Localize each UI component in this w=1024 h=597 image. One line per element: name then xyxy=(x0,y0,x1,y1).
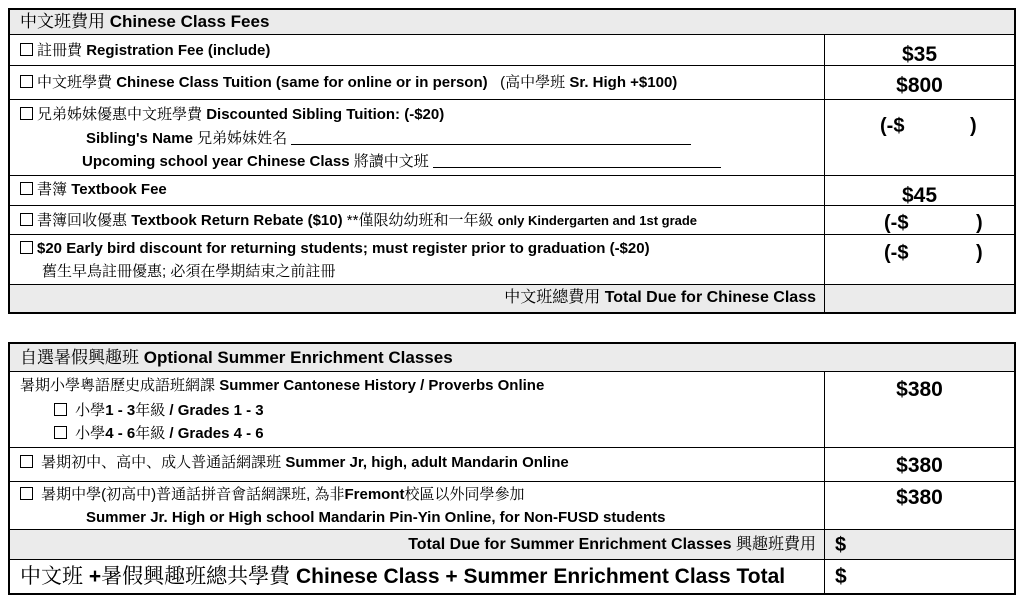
grand-total-amount-field[interactable] xyxy=(825,560,1014,593)
pinyin-label-en: Summer Jr. High or High school Mandarin Pin-Yin Online, for Non-FUSD students xyxy=(86,509,666,526)
grand-total-label-zh2: 暑假興趣班總共學費 xyxy=(101,565,291,588)
sibling-label-en: Discounted Sibling Tuition: (-$20) xyxy=(206,106,445,123)
tuition-note-zh: (高中學班 xyxy=(500,74,566,91)
registration-checkbox[interactable] xyxy=(20,43,33,56)
pinyin-label-zh1: 暑期中學(初高中)普通話拼音會話網課班, 為非 xyxy=(41,486,345,503)
summer-total-label-en: Total Due for Summer Enrichment Classes xyxy=(408,536,732,553)
summer-total-row xyxy=(10,530,1014,560)
sibling-year-field[interactable] xyxy=(433,153,721,168)
early-bird-label-en: $20 Early bird discount for returning students; must register prior to graduation (-$20) xyxy=(37,240,650,257)
rebate-note-zh: **僅限幼幼班和一年級 xyxy=(346,212,494,229)
summer-title xyxy=(20,349,453,367)
pinyin-checkbox[interactable] xyxy=(20,487,33,500)
rebate-label-en: Textbook Return Rebate ($10) xyxy=(131,212,343,229)
tuition-label-en: Chinese Class Tuition (same for online or in person) xyxy=(116,74,488,91)
mandarin-checkbox[interactable] xyxy=(20,455,33,468)
textbook-label-zh: 書簿 xyxy=(37,181,68,198)
grades-1-3-zh: 小學 xyxy=(75,402,106,419)
cantonese-label-en: Summer Cantonese History / Proverbs Online xyxy=(219,377,545,394)
mandarin-label-en: Summer Jr, high, adult Mandarin Online xyxy=(285,454,569,471)
sibling-amount-close: ) xyxy=(970,115,977,137)
tuition-row xyxy=(10,66,1014,100)
early-bird-row xyxy=(10,235,1014,285)
rebate-amount-open: (-$ xyxy=(884,212,909,234)
grades-1-3-zh2: 年級 xyxy=(135,402,166,419)
sibling-amount-open: (-$ xyxy=(880,115,905,137)
summer-header-row xyxy=(10,344,1014,372)
grades-4-6-zh: 小學 xyxy=(75,425,106,442)
grades-4-6-num: 4 - 6 xyxy=(105,425,136,442)
registration-label-en: Registration Fee (include) xyxy=(86,42,271,59)
grand-total-label-en: Chinese Class + Summer Enrichment Class Total xyxy=(295,565,786,588)
tuition-amount: $800 xyxy=(896,74,943,97)
rebate-amount-close: ) xyxy=(976,212,983,234)
chinese-total-row xyxy=(10,285,1014,312)
sibling-name-label-zh: 兄弟姊妹姓名 xyxy=(197,130,288,147)
summer-total-currency: $ xyxy=(835,534,847,556)
rebate-checkbox[interactable] xyxy=(20,213,33,226)
early-bird-amount-close: ) xyxy=(976,242,983,264)
textbook-row xyxy=(10,176,1014,206)
tuition-note-en: Sr. High +$100) xyxy=(569,74,678,91)
grades-1-3-num: 1 - 3 xyxy=(105,402,136,419)
rebate-row xyxy=(10,206,1014,235)
mandarin-label-zh: 暑期初中、高中、成人普通話網課班 xyxy=(41,454,282,471)
summer-title-zh: 自選暑假興趣班 xyxy=(20,348,139,367)
sibling-name-field[interactable] xyxy=(291,130,691,145)
early-bird-checkbox[interactable] xyxy=(20,241,33,254)
rebate-note-en: only Kindergarten and 1st grade xyxy=(497,213,698,228)
cantonese-label-zh: 暑期小學粵語歷史成語班網課 xyxy=(20,377,216,394)
sibling-row xyxy=(10,100,1014,176)
summer-enrichment-table xyxy=(8,342,1016,595)
grades-4-6-zh2: 年級 xyxy=(135,425,166,442)
sibling-name-label-en: Sibling's Name xyxy=(86,130,193,147)
cantonese-grades-1-3-checkbox[interactable] xyxy=(54,403,67,416)
fees-title-en: Chinese Class Fees xyxy=(109,12,270,31)
textbook-checkbox[interactable] xyxy=(20,182,33,195)
sibling-checkbox[interactable] xyxy=(20,107,33,120)
mandarin-row xyxy=(10,448,1014,482)
fees-title xyxy=(20,13,269,31)
tuition-checkbox[interactable] xyxy=(20,75,33,88)
sibling-label-zh: 兄弟姊妹優惠中文班學費 xyxy=(37,106,203,123)
summer-total-label-zh: 興趣班費用 xyxy=(735,536,816,553)
cantonese-grades-4-6-checkbox[interactable] xyxy=(54,426,67,439)
cantonese-row xyxy=(10,372,1014,448)
grades-4-6-en: / Grades 4 - 6 xyxy=(169,425,264,442)
grand-total-currency: $ xyxy=(835,565,847,588)
summer-title-en: Optional Summer Enrichment Classes xyxy=(143,348,453,367)
pinyin-label-zh2: 校區以外同學參加 xyxy=(404,486,525,503)
registration-amount: $35 xyxy=(901,43,938,66)
grades-1-3-en: / Grades 1 - 3 xyxy=(169,402,264,419)
tuition-label-zh: 中文班學費 xyxy=(37,74,113,91)
pinyin-label-fremont: Fremont xyxy=(344,486,405,503)
chinese-total-amount-field[interactable] xyxy=(825,285,1014,312)
grand-total-row xyxy=(10,560,1014,593)
mandarin-amount: $380 xyxy=(896,454,943,477)
textbook-label-en: Textbook Fee xyxy=(71,181,167,198)
grand-total-label-zh1: 中文班 xyxy=(20,565,83,588)
grand-total-plus: + xyxy=(88,565,102,588)
summer-total-amount-field[interactable] xyxy=(825,530,1014,559)
textbook-amount: $45 xyxy=(901,184,938,207)
registration-row xyxy=(10,35,1014,66)
early-bird-label-zh: 舊生早鳥註冊優惠; 必須在學期結束之前註冊 xyxy=(42,263,336,280)
chinese-total-label-zh: 中文班總費用 xyxy=(504,289,601,306)
chinese-class-fees-table xyxy=(8,8,1016,314)
sibling-year-label-en: Upcoming school year Chinese Class xyxy=(82,153,350,170)
chinese-total-label-en: Total Due for Chinese Class xyxy=(604,289,816,306)
cantonese-amount: $380 xyxy=(896,378,943,401)
registration-label-zh: 註冊費 xyxy=(37,42,83,59)
early-bird-amount-open: (-$ xyxy=(884,242,909,264)
pinyin-amount: $380 xyxy=(896,486,943,509)
rebate-label-zh: 書簿回收優惠 xyxy=(37,212,128,229)
fees-title-zh: 中文班費用 xyxy=(20,12,105,31)
sibling-year-label-zh: 將讀中文班 xyxy=(353,153,429,170)
pinyin-row xyxy=(10,482,1014,530)
fees-header-row xyxy=(10,10,1014,35)
